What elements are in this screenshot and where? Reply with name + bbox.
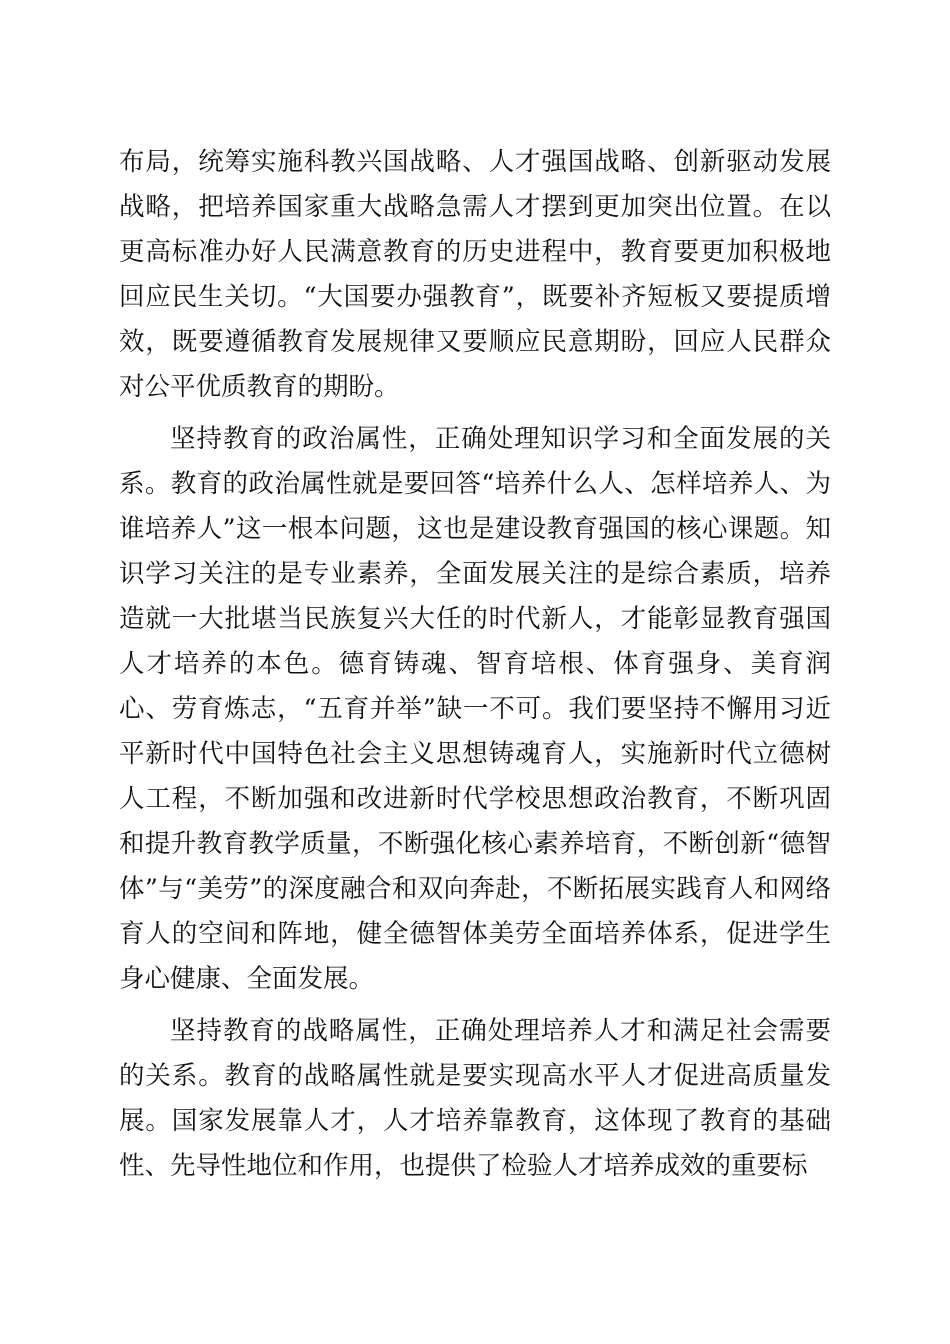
document-body xyxy=(119,140,831,1196)
paragraph-political-attribute: 坚持教育的政治属性，正确处理知识学习和全面发展的关系。教育的政治属性就是要回答“培养什么人、怎样培养人、为谁培养人”这一根本问题，这也是建设教育强国的核心课题。知识学习关注的是专业素养，全面发展关注的是综合素质，培养造就一大批堪当民族复兴大任的时代新人，才能彰显教育强国人才培养的本色。德育铸魂、智育培根、体育强身、美育润心、劳育炼志，“五育并举”缺一不可。我们要坚持不懈用习近平新时代中国特色社会主义思想铸魂育人，实施新时代立德树人工程，不断加强和改进新时代学校思想政治教育，不断巩固和提升教育教学质量，不断强化核心素养培育，不断创新“德智体”与“美劳”的深度融合和双向奔赴，不断拓展实践育人和网络育人的空间和阵地，健全德智体美劳全面培养体系，促进学生身心健康、全面发展。 xyxy=(119,424,831,994)
paragraph-continuation: 布局，统筹实施科教兴国战略、人才强国战略、创新驱动发展战略，把培养国家重大战略急需人才摆到更加突出位置。在以更高标准办好人民满意教育的历史进程中，教育要更加积极地回应民生关切。“大国要办强教育”，既要补齐短板又要提质增效，既要遵循教育发展规律又要顺应民意期盼，回应人民群众对公平优质教育的期盼。 xyxy=(119,147,831,402)
paragraph-strategic-attribute: 坚持教育的战略属性，正确处理培养人才和满足社会需要的关系。教育的战略属性就是要实现高水平人才促进高质量发展。国家发展靠人才，人才培养靠教育，这体现了教育的基础性、先导性地位和作用，也提供了检验人才培养成效的重要标 xyxy=(119,1016,831,1181)
